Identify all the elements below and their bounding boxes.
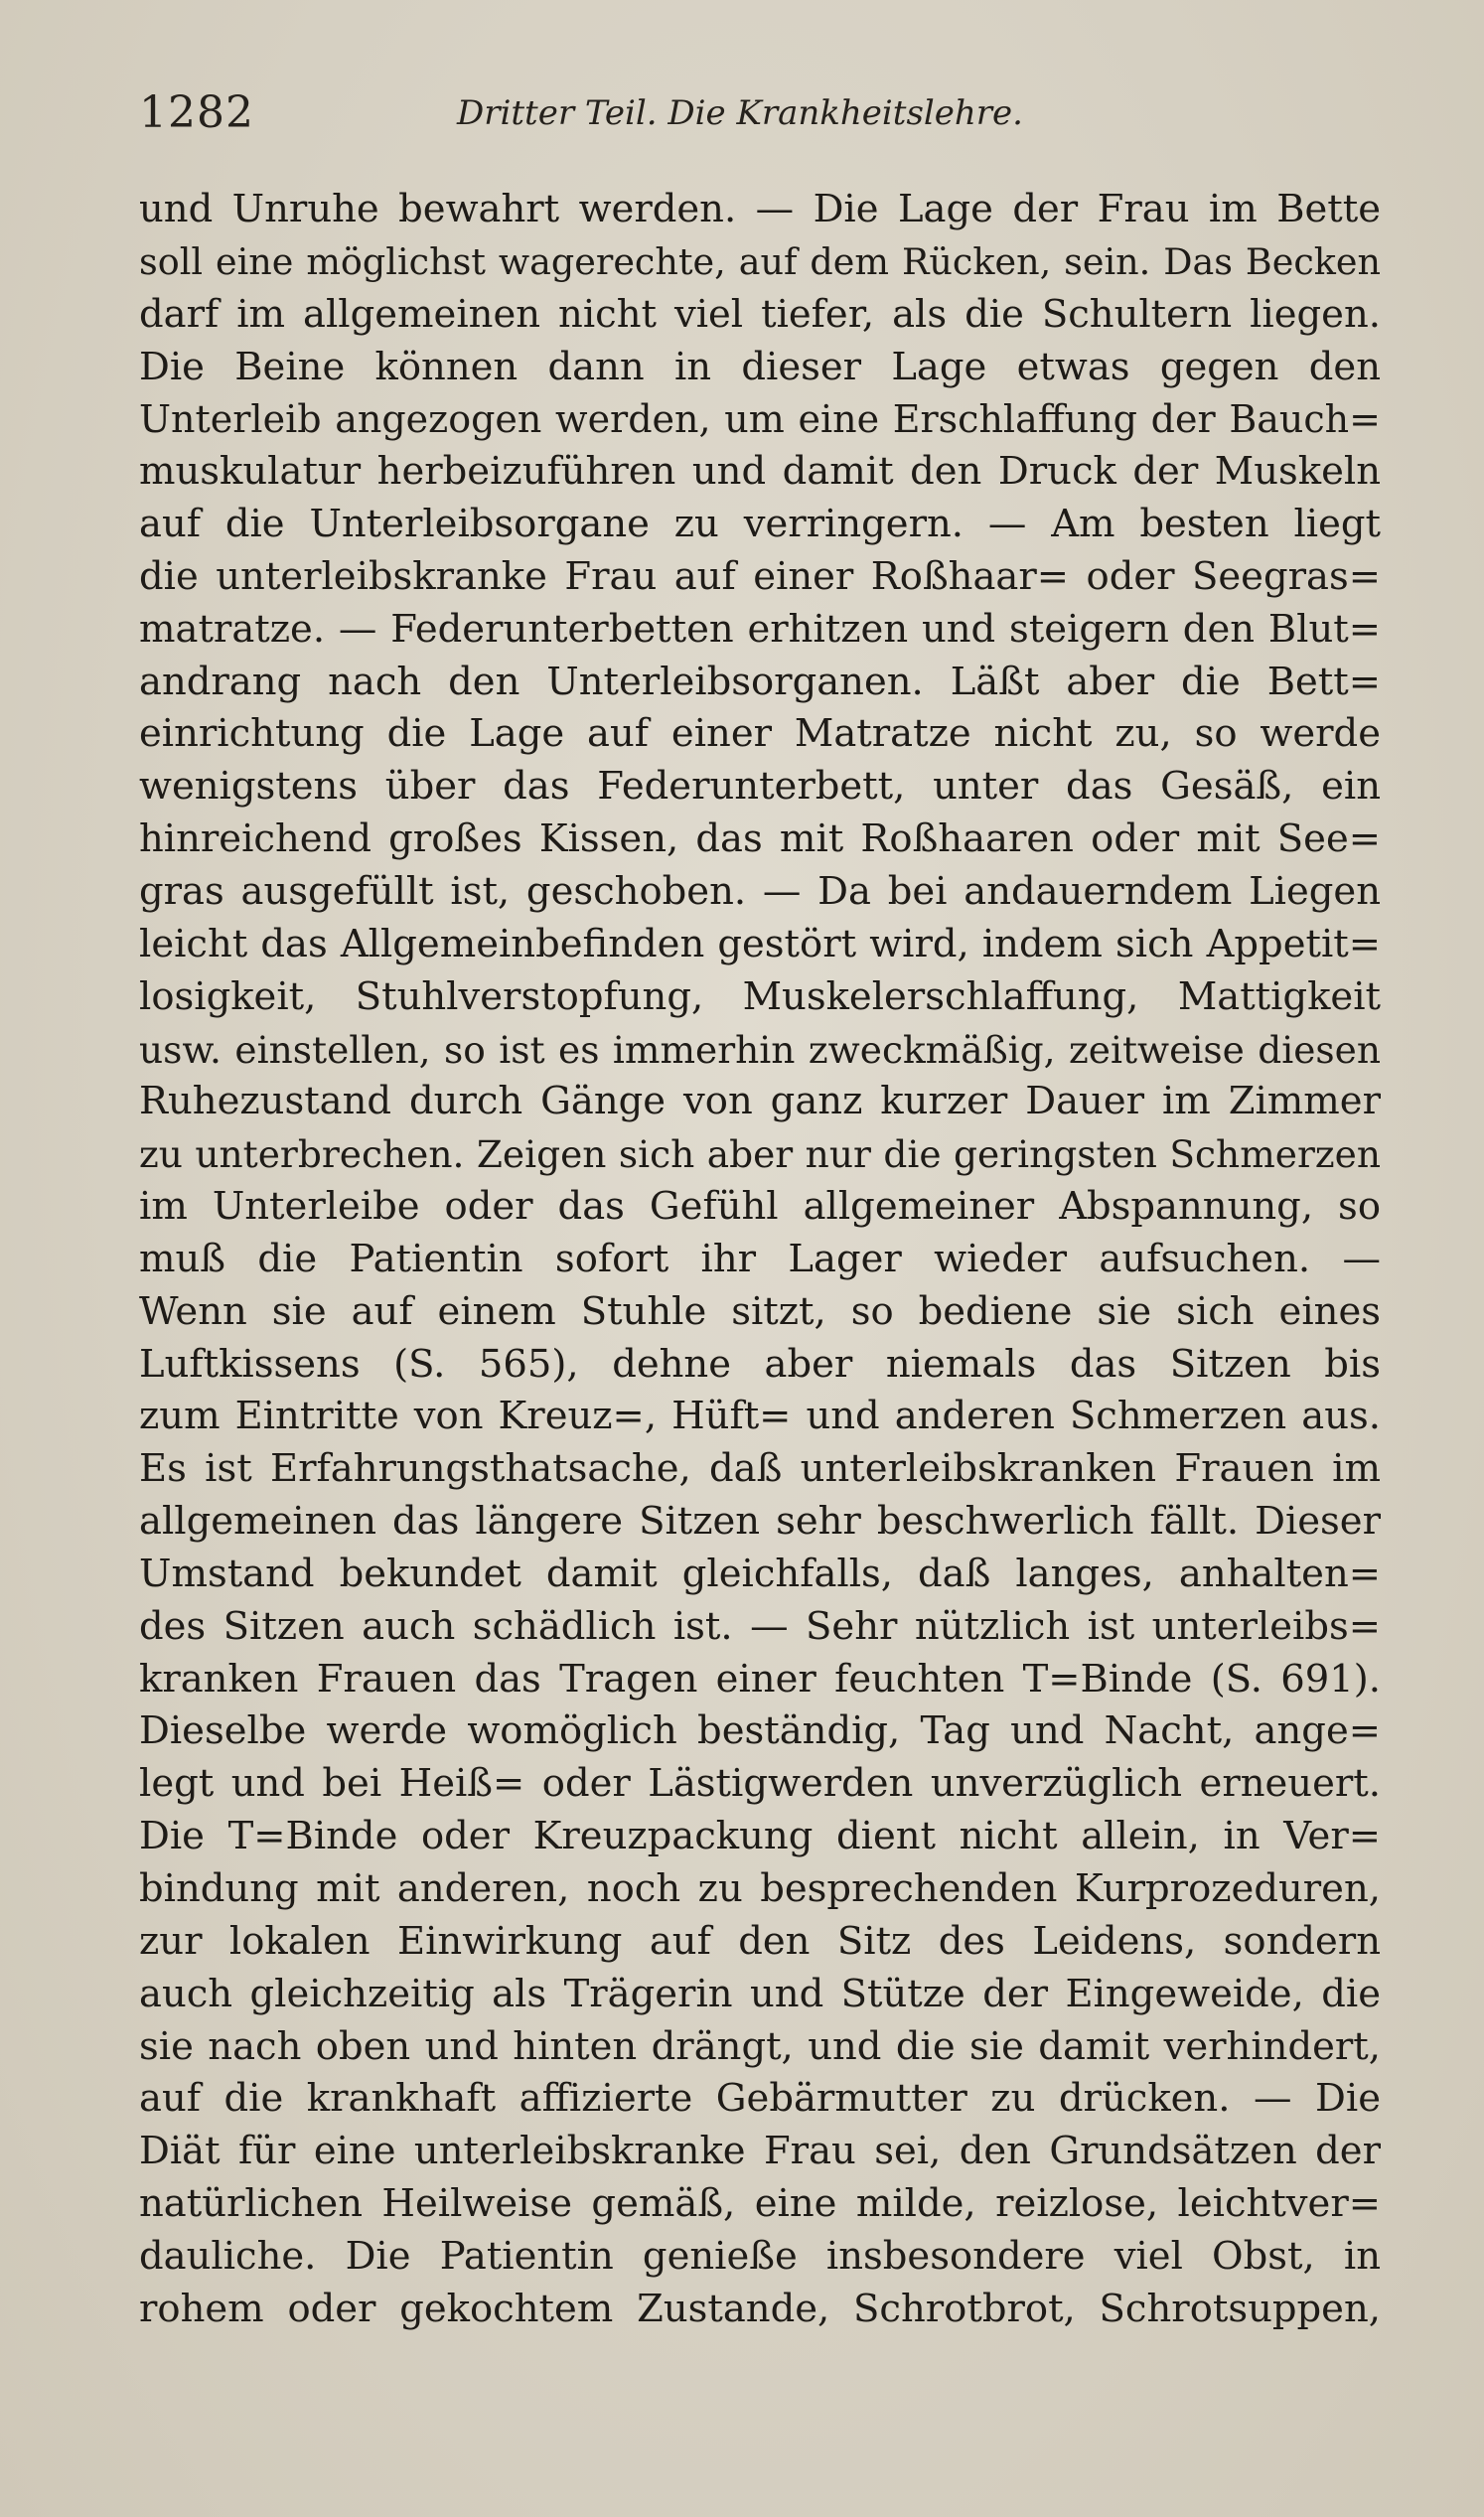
text-line: Es ist Erfahrungsthatsache, daß unterleibskranken Frauen im — [139, 1446, 1381, 1492]
text-line: zur lokalen Einwirkung auf den Sitz des Leidens, sondern — [139, 1918, 1381, 1964]
text-line: natürlichen Heilweise gemäß, eine milde, reizlose, leichtver= — [139, 2181, 1381, 2227]
text-line: darf im allgemeinen nicht viel tiefer, als die Schultern liegen. — [139, 291, 1381, 337]
text-line: Diät für eine unterleibskranke Frau sei, den Grundsätzen der — [139, 2129, 1381, 2174]
text-line: zu unterbrechen. Zeigen sich aber nur die geringsten Schmerzen — [139, 1132, 1381, 1177]
text-line: zum Eintritte von Kreuz=, Hüft= und anderen Schmerzen aus. — [139, 1394, 1381, 1439]
text-line: losigkeit, Stuhlverstopfung, Muskelerschlaffung, Mattigkeit — [139, 973, 1381, 1019]
text-line: hinreichend großes Kissen, das mit Roßhaaren oder mit See= — [139, 816, 1381, 862]
text-line: auf die krankhaft affizierte Gebärmutter zu drücken. — Die — [139, 2076, 1381, 2122]
text-line: einrichtung die Lage auf einer Matratze nicht zu, so werde — [139, 711, 1381, 757]
text-line: leicht das Allgemeinbefinden gestört wird, indem sich Appetit= — [139, 921, 1381, 966]
text-line: Die Beine können dann in dieser Lage etwas gegen den — [139, 344, 1381, 389]
text-line: allgemeinen das längere Sitzen sehr beschwerlich fällt. Dieser — [139, 1499, 1381, 1545]
text-line: matratze. — Federunterbetten erhitzen und steigern den Blut= — [139, 606, 1381, 652]
text-line: muskulatur herbeizuführen und damit den Druck der Muskeln — [139, 449, 1381, 495]
text-line: sie nach oben und hinten drängt, und die sie damit verhindert, — [139, 2023, 1381, 2069]
text-line: Die T=Binde oder Kreuzpackung dient nicht allein, in Ver= — [139, 1814, 1381, 1859]
text-line: des Sitzen auch schädlich ist. — Sehr nützlich ist unterleibs= — [139, 1603, 1381, 1649]
page-header — [139, 87, 1381, 147]
text-line: die unterleibskranke Frau auf einer Roßhaar= oder Seegras= — [139, 553, 1381, 599]
text-line: gras ausgefüllt ist, geschoben. — Da bei andauerndem Liegen — [139, 868, 1381, 914]
text-line: Umstand bekundet damit gleichfalls, daß langes, anhalten= — [139, 1551, 1381, 1596]
text-line: bindung mit anderen, noch zu besprechenden Kurprozeduren, — [139, 1866, 1381, 1911]
text-line: und Unruhe bewahrt werden. — Die Lage der Frau im Bette — [139, 187, 1381, 231]
text-line: Unterleib angezogen werden, um eine Erschlaffung der Bauch= — [139, 397, 1381, 442]
text-line: soll eine möglichst wagerechte, auf dem Rücken, sein. Das Becken — [139, 239, 1381, 283]
text-line: kranken Frauen das Tragen einer feuchten T=Binde (S. 691). — [139, 1656, 1381, 1702]
text-line: Luftkissens (S. 565), dehne aber niemals das Sitzen bis — [139, 1341, 1381, 1387]
text-line: dauliche. Die Patientin genieße insbesondere viel Obst, in — [139, 2233, 1381, 2279]
text-line: wenigstens über das Federunterbett, unter das Gesäß, ein — [139, 764, 1381, 810]
text-line: Wenn sie auf einem Stuhle sitzt, so bediene sie sich eines — [139, 1288, 1381, 1334]
text-line: auf die Unterleibsorgane zu verringern. — Am besten liegt — [139, 502, 1381, 547]
text-line: legt und bei Heiß= oder Lästigwerden unverzüglich erneuert. — [139, 1761, 1381, 1807]
page-number: 1282 — [139, 87, 254, 138]
text-line: Ruhezustand durch Gänge von ganz kurzer Dauer im Zimmer — [139, 1079, 1381, 1124]
body-text — [139, 184, 1381, 2336]
text-line: Dieselbe werde womöglich beständig, Tag und Nacht, ange= — [139, 1708, 1381, 1754]
text-line: muß die Patientin sofort ihr Lager wieder aufsuchen. — — [139, 1236, 1381, 1281]
text-line: im Unterleibe oder das Gefühl allgemeiner Abspannung, so — [139, 1184, 1381, 1230]
text-line: auch gleichzeitig als Trägerin und Stütze der Eingeweide, die — [139, 1971, 1381, 2016]
text-line: andrang nach den Unterleibsorganen. Läßt aber die Bett= — [139, 659, 1381, 704]
running-head: Dritter Teil. Die Krankheitslehre. — [457, 93, 1023, 133]
text-line: usw. einstellen, so ist es immerhin zweckmäßig, zeitweise diesen — [139, 1027, 1381, 1072]
text-line: rohem oder gekochtem Zustande, Schrotbrot, Schrotsuppen, — [139, 2286, 1381, 2331]
